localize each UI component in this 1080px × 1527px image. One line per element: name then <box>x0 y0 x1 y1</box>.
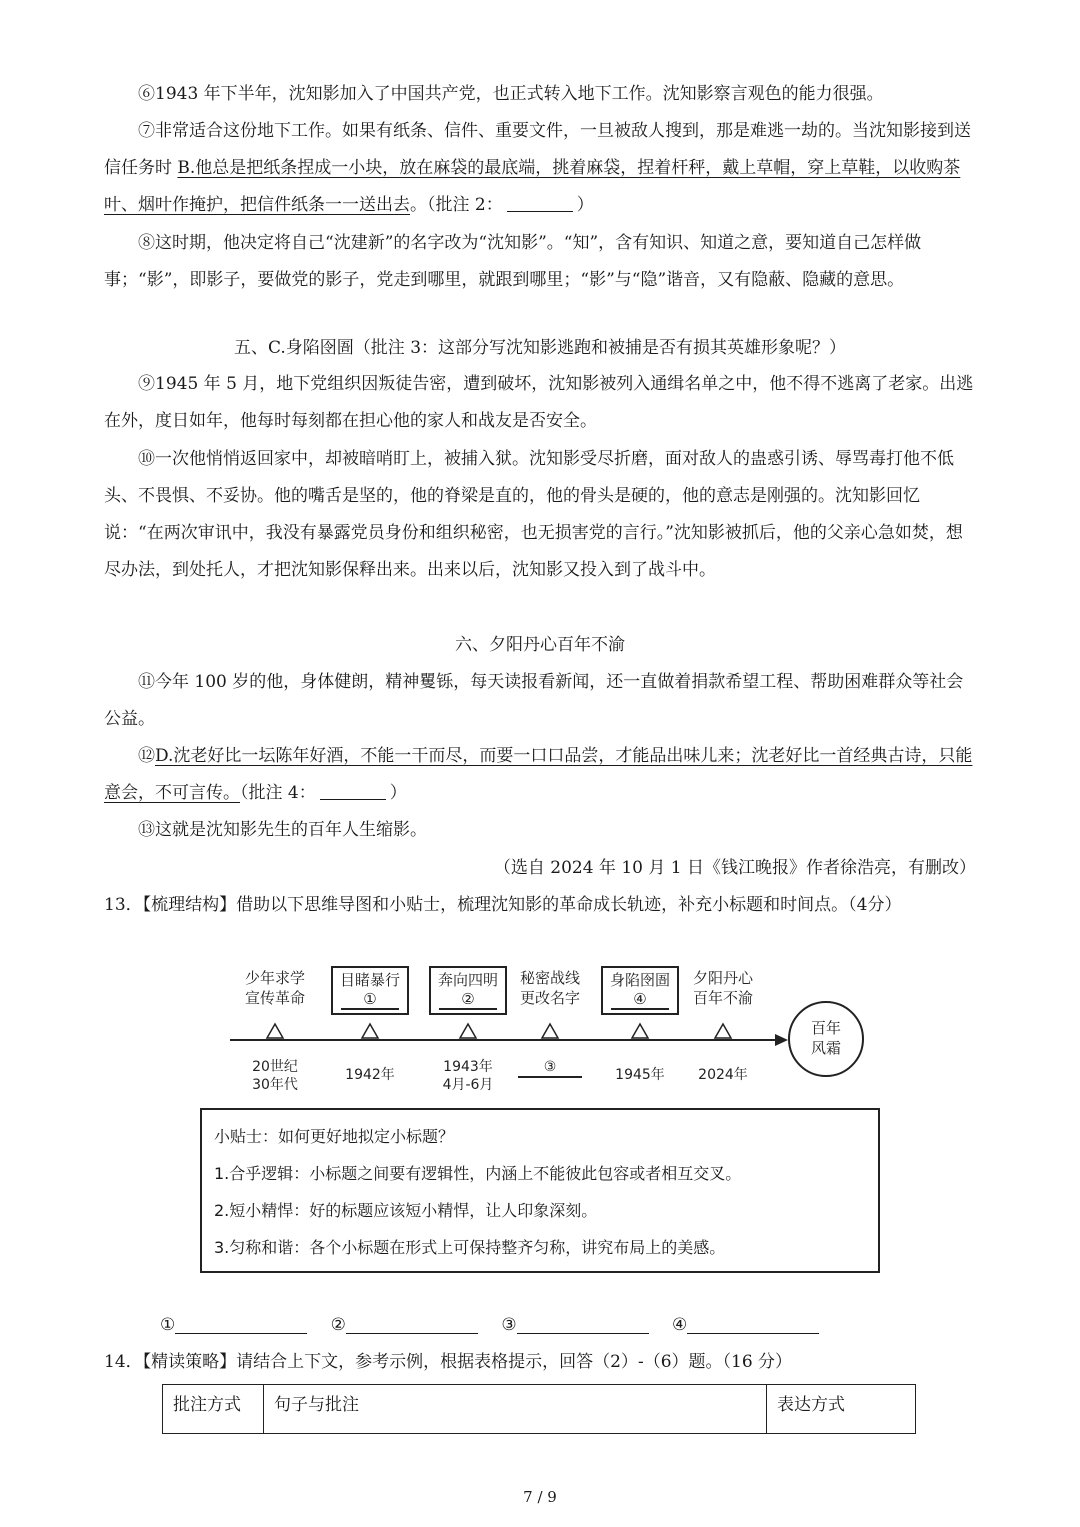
answer-number: ① <box>160 1315 176 1335</box>
stage-time <box>600 1066 680 1084</box>
timeline-marker <box>715 1024 731 1038</box>
tips-title: 小贴士：如何更好地拟定小标题？ <box>214 1127 455 1146</box>
answer-blank-2[interactable] <box>331 1310 478 1340</box>
sentence-b-underlined: B.他总是把纸条捏成一小块，放在麻袋的最底端，挑着麻袋，捏着杆秤，戴上草帽，穿上草鞋，以收购茶叶、烟叶作掩护，把信件纸条一一送出去 <box>104 158 961 215</box>
answer-blanks <box>160 1310 837 1340</box>
paragraph-8: ⑧这时期，他决定将自己“沈建新”的名字改为“沈知影”。“知”，含有知识、知道之意，要知道自己怎样做事；“影”，即影子，要做党的影子，党走到哪里，就跟到哪里；“影”与“隐”谐音，又有隐蔽、隐藏的意思。 <box>104 233 922 290</box>
timeline-marker <box>362 1024 378 1038</box>
section-heading-5: 五、C.身陷囹圄（批注 3：这部分写沈知影逃跑和被捕是否有损其英雄形象呢？） <box>233 338 847 358</box>
answer-blank-1[interactable] <box>160 1310 307 1340</box>
paragraph-9: ⑨1945 年 5 月，地下党组织因叛徒告密，遭到破坏，沈知影被列入通缉名单之中，他不得不逃离了老家。出逃在外，度日如年，他每时每刻都在担心他的家人和战友是否安全。 <box>104 374 974 431</box>
table-header-cell: 句子与批注 <box>264 1385 767 1434</box>
stage-time-line2: 30年代 <box>252 1077 298 1093</box>
answer-number: ③ <box>501 1315 517 1335</box>
end-circle-line2: 风霜 <box>810 1039 841 1057</box>
source-citation: （选自 2024 年 10 月 1 日《钱江晚报》作者徐浩亮，有删改） <box>493 858 976 878</box>
stage-box <box>429 966 507 1015</box>
tips-item: 3.匀称和谐：各个小标题在形式上可保持整齐匀称，讲究布局上的美感。 <box>214 1238 726 1257</box>
answer-number: ② <box>330 1315 346 1335</box>
stage-title: 身陷囹圄 <box>609 971 670 989</box>
tips-item: 2.短小精悍：好的标题应该短小精悍，让人印象深刻。 <box>214 1201 598 1220</box>
stage-time-line1: 1945年 <box>615 1067 665 1083</box>
annotation-2-label: 。（批注 2： <box>410 195 503 215</box>
timeline-marker <box>267 1024 283 1038</box>
question-13-stem: 13．【梳理结构】借助以下思维导图和小贴士，梳理沈知影的革命成长轨迹，补充小标题和时间点。（4分） <box>104 895 902 915</box>
timeline-arrow-head <box>775 1034 788 1046</box>
annotation-2-close: ） <box>576 195 594 215</box>
answer-number: ④ <box>671 1315 688 1335</box>
stage-label <box>510 968 590 1008</box>
question-14-stem: 14．【精读策略】请结合上下文，参考示例，根据表格提示，回答（2）-（6）题。（16 分） <box>104 1352 793 1372</box>
stage-time <box>683 1066 763 1084</box>
answer-line[interactable] <box>687 1313 819 1334</box>
tips-box <box>200 1108 880 1273</box>
stage-time <box>428 1058 508 1094</box>
stage-blank[interactable]: ④ <box>611 990 669 1010</box>
paragraph-11: ⑪今年 100 岁的他，身体健朗，精神矍铄，每天读报看新闻，还一直做着捐款希望工程、帮助困难群众等社会公益。 <box>104 672 964 729</box>
paragraph-13: ⑬这就是沈知影先生的百年人生缩影。 <box>138 820 427 840</box>
stage-title: 夕阳丹心 <box>692 969 753 987</box>
sentence-d-underlined: D.沈老好比一坛陈年好酒，不能一干而尽，而要一口口品尝，才能品出味儿来；沈老好比一首经典古诗，只能意会，不可言传。 <box>104 746 973 803</box>
paragraph-10: ⑩一次他悄悄返回家中，却被暗哨盯上，被捕入狱。沈知影受尽折磨，面对敌人的蛊惑引诱、辱骂毒打他不低头、不畏惧、不妥协。他的嘴舌是坚的，他的脊梁是直的，他的骨头是硬的，他的意志是刚强的。沈知影回忆说：“在两次审讯中，我没有暴露党员身份和组织秘密，也无损害党的言行。”沈知影被抓后，他的父亲心急如焚，想尽办法，到处托人，才把沈知影保释出来。出来以后，沈知影又投入到了战斗中。 <box>104 449 963 580</box>
answer-blank-3[interactable] <box>501 1310 648 1340</box>
paragraph-7 <box>104 113 976 224</box>
stage-time <box>235 1058 315 1094</box>
stage-time <box>330 1066 410 1084</box>
stage-subtitle: 更改名字 <box>519 989 580 1007</box>
stage-subtitle: 宣传革命 <box>244 989 305 1007</box>
stage-title: 奔向四明 <box>437 971 498 989</box>
section-heading-6: 六、夕阳丹心百年不渝 <box>455 635 625 655</box>
question-14-table <box>162 1384 916 1434</box>
stage-blank[interactable]: ② <box>439 990 497 1010</box>
timeline-marker <box>632 1024 648 1038</box>
answer-line[interactable] <box>517 1313 649 1334</box>
stage-blank[interactable]: ① <box>341 990 399 1010</box>
stage-title: 少年求学 <box>244 969 305 987</box>
stage-box <box>601 966 679 1015</box>
stage-time[interactable] <box>510 1059 590 1078</box>
stage-label <box>235 968 315 1008</box>
mind-map <box>220 960 880 1100</box>
timeline-marker <box>460 1024 476 1038</box>
stage-time-line1: ③ <box>518 1058 582 1078</box>
stage-title: 秘密战线 <box>519 969 580 987</box>
paragraph-6: ⑥1943 年下半年，沈知影加入了中国共产党，也正式转入地下工作。沈知影察言观色的能力很强。 <box>138 84 884 104</box>
stage-time-line1: 2024年 <box>698 1067 748 1083</box>
page-number: 7 / 9 <box>523 1488 557 1506</box>
stage-subtitle: 百年不渝 <box>692 989 753 1007</box>
annotation-2-blank[interactable] <box>507 193 573 212</box>
stage-time-line1: 1943年 <box>443 1059 493 1075</box>
stage-box <box>331 966 409 1015</box>
tips-item: 1.合乎逻辑：小标题之间要有逻辑性，内涵上不能彼此包容或者相互交叉。 <box>214 1164 742 1183</box>
paragraph-7-text: ⑦非常适合这份地下工作。如果有纸条、信件、重要文件，一旦被敌人搜到，那是难逃一劫的。当沈知影接到送信任务时 <box>104 121 971 178</box>
annotation-4-close: ） <box>389 783 407 803</box>
stage-label <box>683 968 763 1008</box>
paragraph-12-number: ⑫ <box>138 746 155 766</box>
stage-title: 目睹暴行 <box>339 971 400 989</box>
annotation-4-label: （批注 4： <box>240 783 316 803</box>
stage-time-line1: 1942年 <box>345 1067 395 1083</box>
end-circle-label <box>802 1018 850 1058</box>
timeline-marker <box>542 1024 558 1038</box>
stage-time-line1: 20世纪 <box>252 1059 298 1075</box>
annotation-4-blank[interactable] <box>320 781 386 800</box>
answer-line[interactable] <box>175 1313 307 1334</box>
answer-blank-4[interactable] <box>672 1310 819 1340</box>
answer-line[interactable] <box>346 1313 478 1334</box>
table-header-cell: 批注方式 <box>163 1385 264 1434</box>
end-circle-line1: 百年 <box>810 1019 841 1037</box>
paragraph-12 <box>104 738 976 812</box>
table-header-cell: 表达方式 <box>767 1385 916 1434</box>
stage-time-line2: 4月-6月 <box>442 1077 494 1093</box>
table-row <box>163 1385 916 1434</box>
